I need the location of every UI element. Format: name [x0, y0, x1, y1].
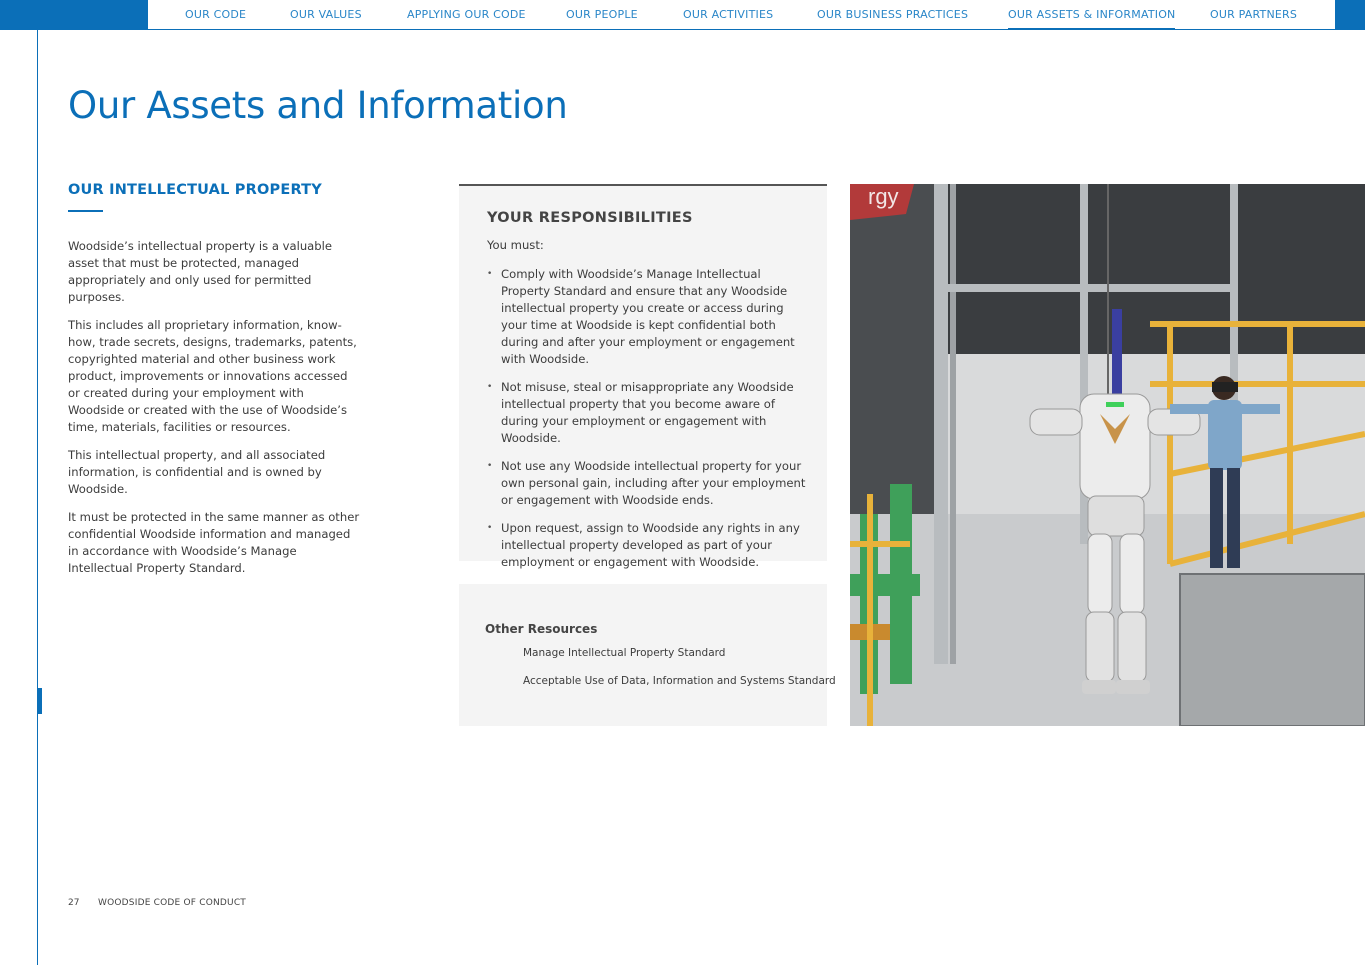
- section-heading-underline: [68, 210, 103, 212]
- body-paragraph: Woodside’s intellectual property is a valuable asset that must be protected, managed appropriately and only used for permitted purposes.: [68, 239, 333, 304]
- section-heading-intellectual-property: OUR INTELLECTUAL PROPERTY: [68, 182, 322, 198]
- responsibility-item: • Not use any Woodside intellectual property for your own personal gain, including after your employment or engagement with Woodside ends.: [487, 458, 807, 509]
- top-navigation: [148, 0, 1335, 30]
- responsibility-item: • Comply with Woodside’s Manage Intellectual Property Standard and ensure that any Woodside intellectual property you create or access during your time at Woodside is kept confidential both during and after your employment or engagement with Woodside.: [487, 266, 807, 368]
- other-resources-panel: [459, 584, 836, 726]
- responsibility-item: • Upon request, assign to Woodside any rights in any intellectual property developed as part of your employment or engagement with Woodside.: [487, 520, 807, 571]
- nav-item-our-business-practices[interactable]: OUR BUSINESS PRACTICES: [817, 8, 969, 21]
- robot-lab-photo: [850, 184, 1365, 726]
- nav-item-our-values[interactable]: OUR VALUES: [290, 8, 362, 21]
- responsibilities-list: [487, 266, 807, 582]
- left-margin-rule: [37, 30, 38, 965]
- nav-item-our-assets-information[interactable]: OUR ASSETS & INFORMATION: [1008, 8, 1176, 21]
- responsibilities-title: YOUR RESPONSIBILITIES: [487, 210, 693, 226]
- intellectual-property-body: [68, 238, 363, 588]
- nav-item-applying-our-code[interactable]: APPLYING OUR CODE: [407, 8, 526, 21]
- resource-link-manage-ip-standard[interactable]: Manage Intellectual Property Standard: [523, 647, 726, 659]
- header-accent-right: [1335, 0, 1365, 30]
- wall-sign-text: rgy: [868, 184, 899, 209]
- document-title: WOODSIDE CODE OF CONDUCT: [98, 898, 247, 908]
- body-paragraph: This intellectual property, and all associated information, is confidential and is owned by Woodside.: [68, 448, 326, 496]
- page-title: Our Assets and Information: [68, 84, 568, 127]
- robot-lab-illustration: [850, 184, 1365, 726]
- body-paragraph: This includes all proprietary information, know-how, trade secrets, designs, trademarks, patents, copyrighted material and other business work product, improvements or innovations accessed or created during your employment with Woodside or created with the use of Woodside’s time, materials, facilities or resources.: [68, 318, 357, 434]
- nav-item-our-activities[interactable]: OUR ACTIVITIES: [683, 8, 774, 21]
- header-accent-left: [0, 0, 148, 30]
- page-number: 27: [68, 898, 80, 908]
- nav-item-our-people[interactable]: OUR PEOPLE: [566, 8, 638, 21]
- nav-item-our-partners[interactable]: OUR PARTNERS: [1210, 8, 1298, 21]
- responsibilities-panel: [459, 184, 827, 569]
- other-resources-title: Other Resources: [485, 622, 598, 636]
- section-tab-marker: [37, 688, 42, 714]
- responsibility-item: • Not misuse, steal or misappropriate any Woodside intellectual property that you become aware of during your employment or engagement with Woodside.: [487, 379, 807, 447]
- responsibilities-lead: You must:: [487, 238, 544, 252]
- body-paragraph: It must be protected in the same manner as other confidential Woodside information and managed in accordance with Woodside’s Manage Intellectual Property Standard.: [68, 510, 360, 575]
- nav-item-our-code[interactable]: OUR CODE: [185, 8, 247, 21]
- resource-link-acceptable-use-standard[interactable]: Acceptable Use of Data, Information and Systems Standard: [523, 675, 836, 687]
